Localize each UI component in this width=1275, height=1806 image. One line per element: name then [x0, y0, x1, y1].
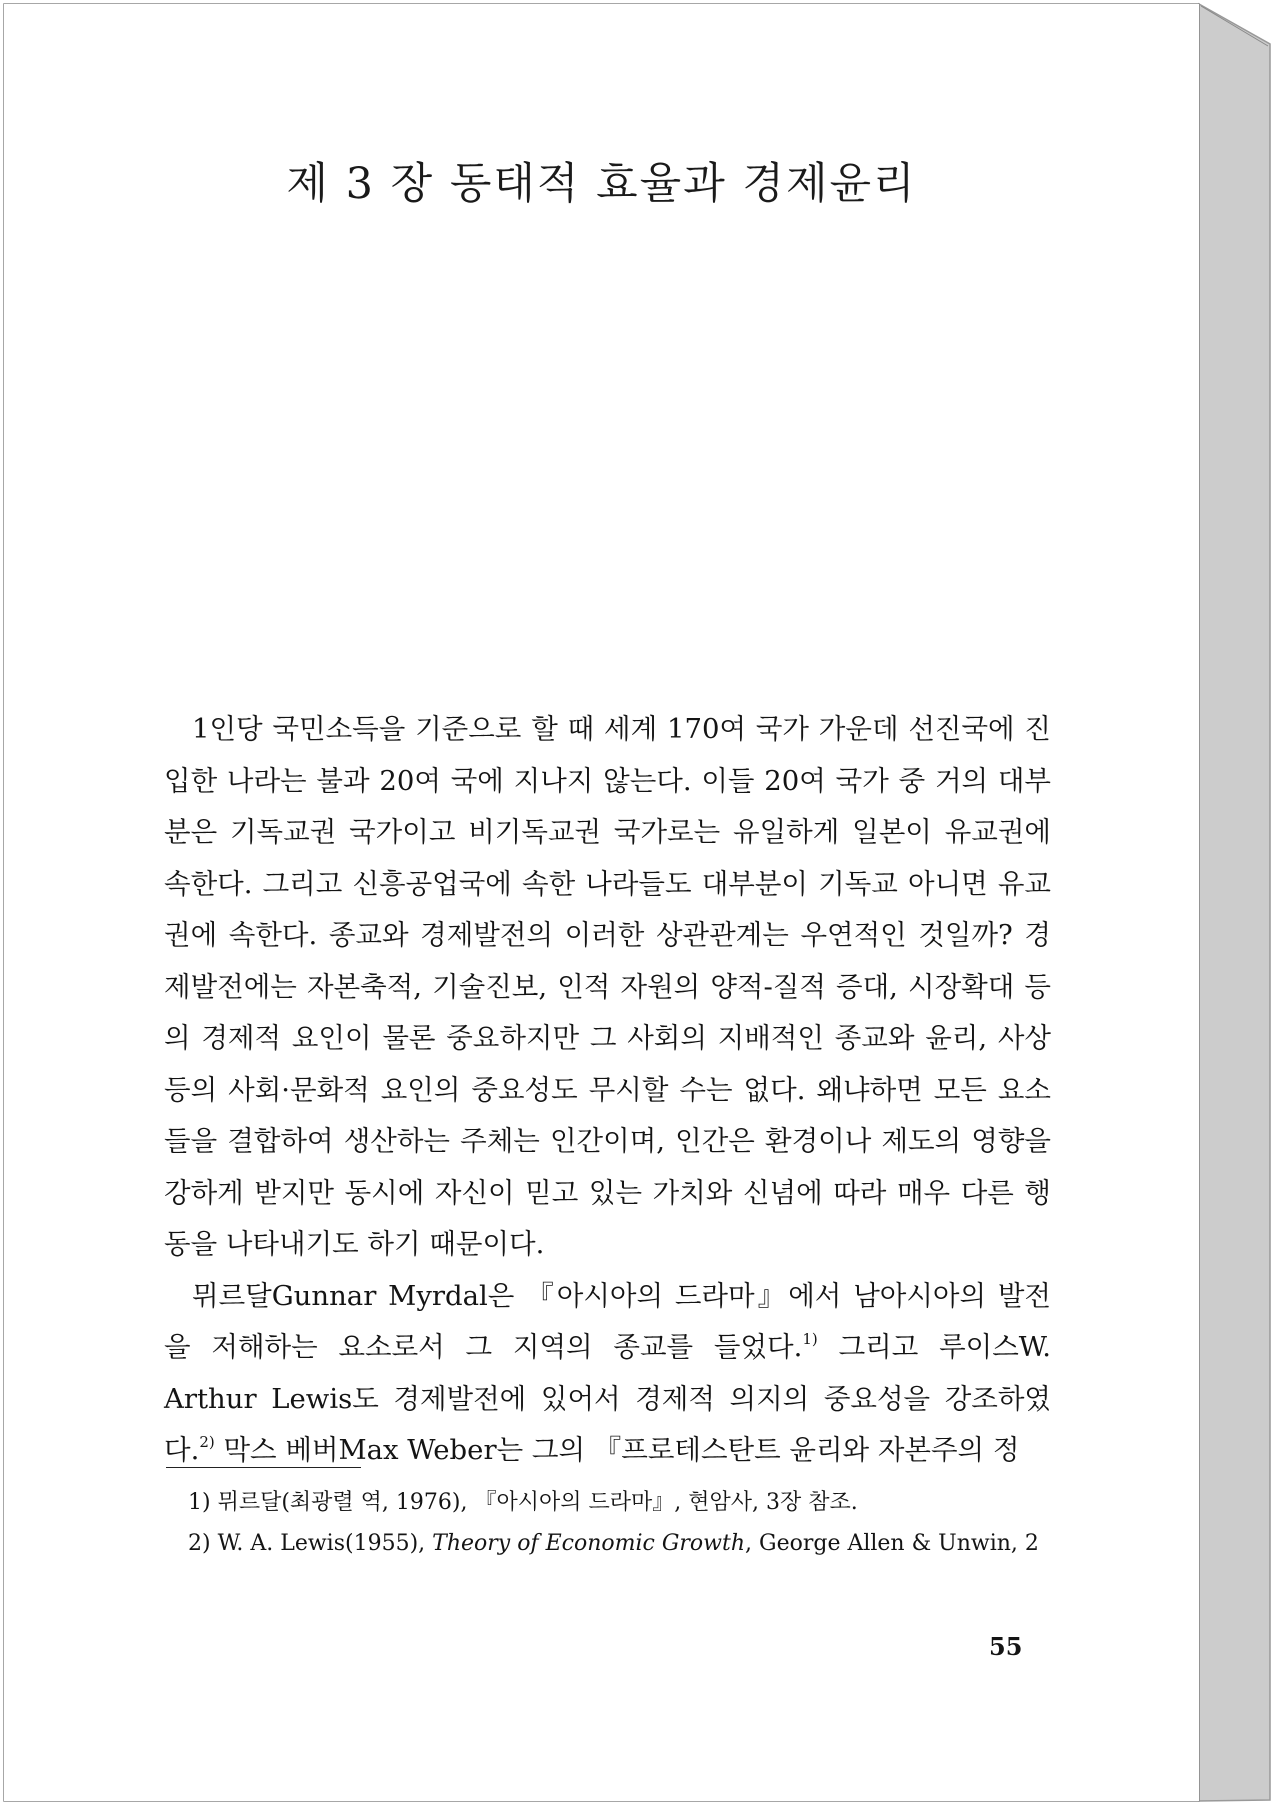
paragraph-2	[164, 1271, 1051, 1477]
footnote-2-text-pre: W. A. Lewis(1955),	[217, 1531, 433, 1556]
footnote-1-text: 뮈르달(최광렬 역, 1976), 『아시아의 드라마』, 현암사, 3장 참조.	[217, 1490, 858, 1515]
paragraph-2-text-c: 막스 베버Max Weber는 그의 『프로테스탄트 윤리와 자본주의 정	[214, 1434, 1020, 1466]
footnote-2-text-post: , George Allen & Unwin, 2	[745, 1531, 1039, 1556]
body-text	[164, 704, 1051, 1477]
chapter-title: 제 3 장 동태적 효율과 경제윤리	[286, 159, 917, 209]
footnotes	[188, 1482, 1048, 1564]
footnote-2-number: 2)	[188, 1531, 211, 1556]
book-page	[4, 4, 1199, 1801]
paragraph-1: 1인당 국민소득을 기준으로 할 때 세계 170여 국가 가운데 선진국에 진입한 나라는 불과 20여 국에 지나지 않는다. 이들 20여 국가 중 거의 대부분은 기독교권 국가이고 비기독교권 국가로는 유일하게 일본이 유교권에 속한다. 그리고 신흥공업국에 속한 나라들도 대부분이 기독교 아니면 유교권에 속한다. 종교와 경제발전의 이러한 상관관계는 우연적인 것일까? 경제발전에는 자본축적, 기술진보, 인적 자원의 양적-질적 증대, 시장확대 등의 경제적 요인이 물론 중요하지만 그 사회의 지배적인 종교와 윤리, 사상 등의 사회·문화적 요인의 중요성도 무시할 수는 없다. 왜냐하면 모든 요소들을 결합하여 생산하는 주체는 인간이며, 인간은 환경이나 제도의 영향을 강하게 받지만 동시에 자신이 믿고 있는 가치와 신념에 따라 매우 다른 행동을 나타내기도 하기 때문이다.	[164, 713, 1051, 1260]
footnote-2-book-title: Theory of Economic Growth	[432, 1531, 746, 1556]
footnote-2	[188, 1523, 1048, 1564]
paragraph-2-text-a: 뮈르달Gunnar Myrdal은 『아시아의 드라마』에서 남아시아의 발전을 저해하는 요소로서 그 지역의 종교를 들었다.	[164, 1279, 1051, 1363]
footnote-1-number: 1)	[188, 1490, 211, 1515]
paragraph-2-text-b: 그리고 루이스W. Arthur Lewis도 경제발전에 있어서 경제적 의지의 중요성을 강조하였다.	[164, 1331, 1051, 1466]
page-number: 55	[989, 1632, 1023, 1661]
footnote-1	[188, 1482, 1048, 1523]
footnote-ref-2: 2)	[199, 1433, 215, 1451]
footnote-divider	[166, 1467, 361, 1468]
footnote-ref-1: 1)	[802, 1330, 818, 1348]
